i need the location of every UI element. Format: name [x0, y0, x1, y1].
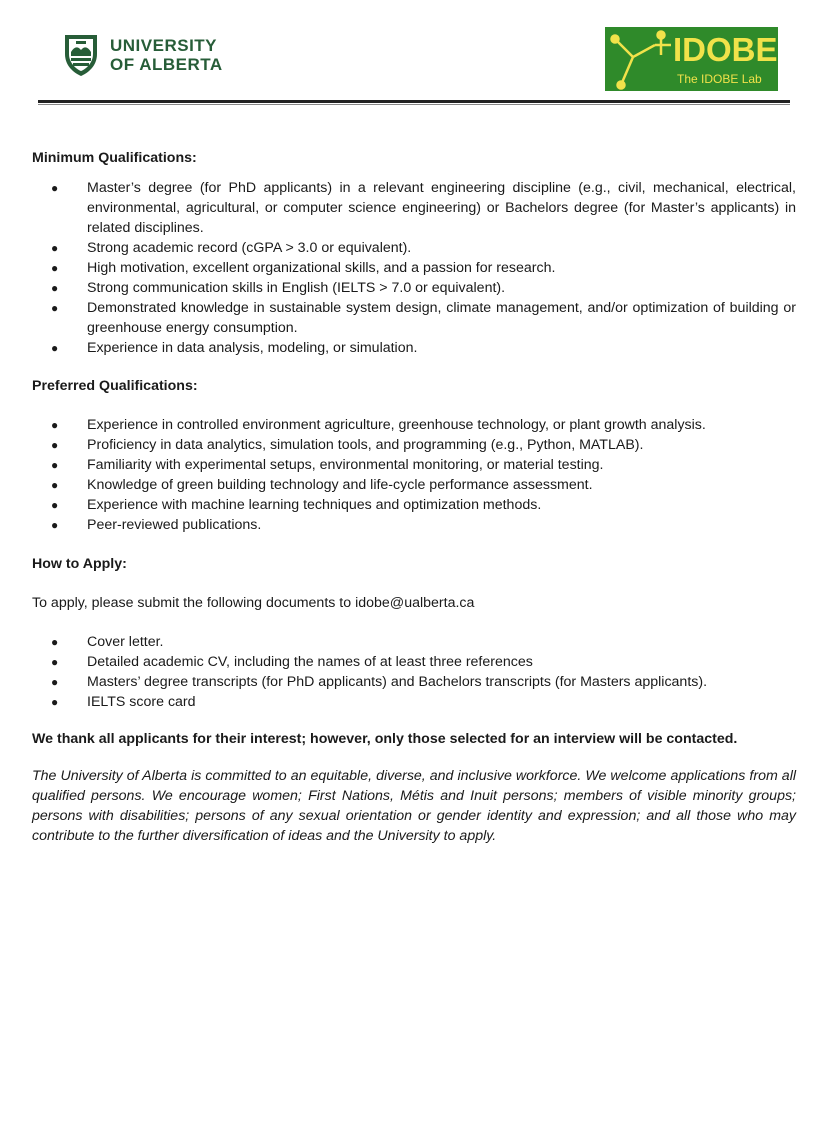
preferred-qualifications-heading: Preferred Qualifications: [32, 378, 198, 394]
lab-logo-title: IDOBE [673, 31, 778, 68]
list-item: ● Experience in controlled environment agriculture, greenhouse technology, or plant growth analysis. [51, 417, 706, 433]
list-item: ● High motivation, excellent organizational skills, and a passion for research. [51, 260, 556, 276]
idobe-lab-logo [605, 27, 778, 91]
list-item: ● Peer-reviewed publications. [51, 517, 262, 533]
list-item: ● Demonstrated knowledge in sustainable system design, climate management, and/or optimization of building or greenhouse energy consumption. [51, 300, 796, 336]
apply-documents-list [32, 632, 796, 712]
bullet-icon: ● [51, 635, 59, 649]
list-item: ● Knowledge of green building technology and life-cycle performance assessment. [51, 477, 593, 493]
list-item: ● Experience in data analysis, modeling, or simulation. [51, 340, 418, 356]
list-item: ● Masters’ degree transcripts (for PhD applicants) and Bachelors transcripts (for Masters applicants). [51, 674, 708, 690]
apply-intro: To apply, please submit the following documents to idobe@ualberta.ca [32, 595, 475, 611]
lab-logo-subtitle: The IDOBE Lab [677, 72, 762, 86]
shield-icon [62, 32, 100, 78]
minimum-qualifications-list [32, 178, 796, 358]
bullet-icon: ● [51, 261, 59, 275]
how-to-apply-heading: How to Apply: [32, 556, 127, 572]
header-divider [38, 100, 790, 103]
preferred-qualifications-list [32, 415, 796, 535]
list-item: ● Detailed academic CV, including the names of at least three references [51, 654, 533, 670]
minimum-qualifications-heading: Minimum Qualifications: [32, 150, 197, 166]
bullet-icon: ● [51, 675, 59, 689]
bullet-icon: ● [51, 478, 59, 492]
bullet-icon: ● [51, 241, 59, 255]
bullet-icon: ● [51, 181, 59, 195]
list-item: ● Cover letter. [51, 634, 164, 650]
thanks-statement: We thank all applicants for their interest; however, only those selected for an interview will be contacted. [32, 731, 738, 747]
bullet-icon: ● [51, 301, 59, 315]
list-item: ● Strong communication skills in English (IELTS > 7.0 or equivalent). [51, 280, 506, 296]
logo-line-2: OF ALBERTA [110, 55, 223, 74]
list-item: ● Strong academic record (cGPA > 3.0 or equivalent). [51, 240, 412, 256]
logo-line-1: UNIVERSITY [110, 36, 218, 55]
bullet-icon: ● [51, 695, 59, 709]
document-body [32, 148, 796, 846]
bullet-icon: ● [51, 438, 59, 452]
bullet-icon: ● [51, 498, 59, 512]
university-of-alberta-logo [62, 32, 223, 78]
bullet-icon: ● [51, 518, 59, 532]
bullet-icon: ● [51, 341, 59, 355]
page-header [0, 0, 828, 110]
list-item: ● Master’s degree (for PhD applicants) in a relevant engineering discipline (e.g., civil, mechanical, electrical, environmental, agricultural, or computer science engineering) or Bachelors degree (for Master’s applicants) in related disciplines. [51, 180, 796, 236]
bullet-icon: ● [51, 281, 59, 295]
list-item: ● Proficiency in data analytics, simulation tools, and programming (e.g., Python, MATLAB). [51, 437, 644, 453]
list-item: ● IELTS score card [51, 694, 196, 710]
header-divider-shadow [38, 104, 790, 105]
bullet-icon: ● [51, 655, 59, 669]
list-item: ● Familiarity with experimental setups, environmental monitoring, or material testing. [51, 457, 604, 473]
bullet-icon: ● [51, 458, 59, 472]
list-item: ● Experience with machine learning techniques and optimization methods. [51, 497, 542, 513]
bullet-icon: ● [51, 418, 59, 432]
equity-statement: The University of Alberta is committed to an equitable, diverse, and inclusive workforce. We welcome applications from all qualified persons. We encourage women; First Nations, Métis and Inuit persons; members of visible minority groups; persons with disabilities; persons of any sexual orientation or gender identity and expression; and all those who may contribute to the further diversification of ideas and the University to apply. [32, 768, 796, 844]
